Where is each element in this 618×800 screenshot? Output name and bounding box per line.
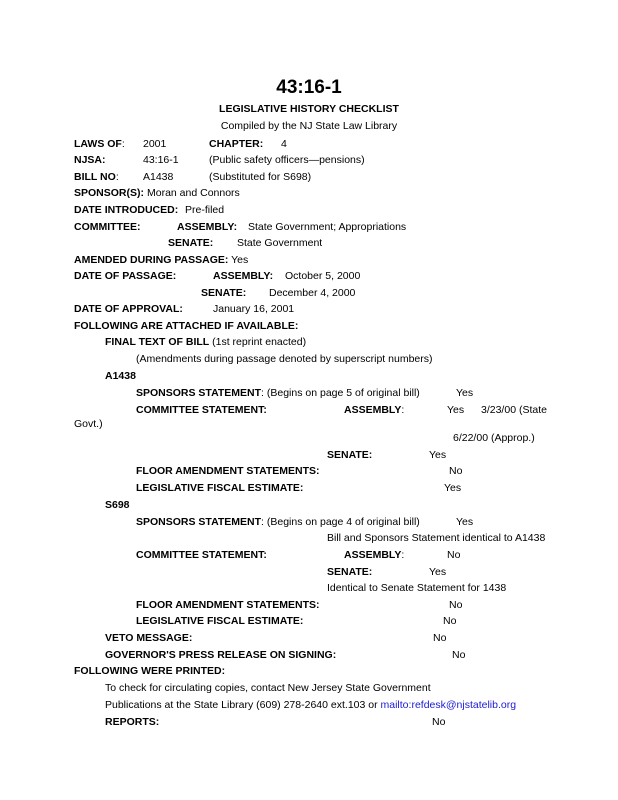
a1438-label: A1438 (105, 370, 136, 382)
s698-label: S698 (105, 499, 130, 511)
approval-label: DATE OF APPROVAL: (74, 303, 183, 315)
s698-floor-label: FLOOR AMENDMENT STATEMENTS: (136, 599, 320, 611)
s698-senate-value: Yes (429, 566, 447, 578)
reports-label: REPORTS: (105, 716, 160, 728)
passage-senate-value: December 4, 2000 (269, 287, 356, 299)
final-text-note: (Amendments during passage denoted by superscript numbers) (136, 353, 433, 365)
s698-sponsors-row: SPONSORS STATEMENT: (Begins on page 4 of original bill) (136, 516, 420, 528)
a1438-sponsors-value: Yes (456, 387, 474, 399)
committee-label: COMMITTEE: (74, 221, 141, 233)
laws-of-label: LAWS OF: (74, 138, 125, 150)
committee-senate-label: SENATE: (168, 237, 214, 249)
a1438-committee-label: COMMITTEE STATEMENT: (136, 404, 267, 416)
bill-no-value: A1438 (143, 171, 174, 183)
chapter-value: 4 (281, 138, 287, 150)
final-text-row: FINAL TEXT OF BILL (1st reprint enacted) (105, 336, 307, 348)
passage-label: DATE OF PASSAGE: (74, 270, 177, 282)
njsa-desc: (Public safety officers—pensions) (209, 154, 365, 166)
refdesk-email-link[interactable]: mailto:refdesk@njstatelib.org (380, 699, 517, 711)
passage-assembly-label: ASSEMBLY: (213, 270, 274, 282)
s698-assembly-label: ASSEMBLY: (344, 549, 405, 561)
s698-sponsors-note: Bill and Sponsors Statement identical to A1438 (327, 532, 546, 544)
a1438-sponsors-row: SPONSORS STATEMENT: (Begins on page 5 of original bill) (136, 387, 420, 399)
njsa-label: NJSA: (74, 154, 106, 166)
passage-senate-label: SENATE: (201, 287, 247, 299)
date-introduced-label: DATE INTRODUCED: (74, 204, 179, 216)
a1438-fiscal-value: Yes (444, 482, 462, 494)
njsa-value: 43:16-1 (143, 154, 179, 166)
page-title: 43:16-1 (276, 77, 342, 98)
printed-heading: FOLLOWING WERE PRINTED: (74, 665, 226, 677)
a1438-assembly-value: Yes (447, 404, 465, 416)
a1438-senate-label: SENATE: (327, 449, 373, 461)
sponsors-value: Moran and Connors (147, 187, 240, 199)
s698-floor-value: No (449, 599, 463, 611)
chapter-label: CHAPTER: (209, 138, 264, 150)
a1438-assembly-note2: 6/22/00 (Approp.) (453, 432, 535, 444)
committee-assembly-value: State Government; Appropriations (248, 221, 407, 233)
printed-note-1: To check for circulating copies, contact New Jersey State Government (105, 682, 431, 694)
sponsors-label: SPONSOR(S): (74, 187, 145, 199)
veto-label: VETO MESSAGE: (105, 632, 193, 644)
a1438-floor-value: No (449, 465, 463, 477)
press-release-label: GOVERNOR'S PRESS RELEASE ON SIGNING: (105, 649, 337, 661)
s698-senate-label: SENATE: (327, 566, 373, 578)
s698-committee-label: COMMITTEE STATEMENT: (136, 549, 267, 561)
s698-senate-note: Identical to Senate Statement for 1438 (327, 582, 507, 594)
reports-value: No (432, 716, 446, 728)
a1438-assembly-note-cont: Govt.) (74, 418, 103, 430)
a1438-fiscal-label: LEGISLATIVE FISCAL ESTIMATE: (136, 482, 304, 494)
checklist-heading: LEGISLATIVE HISTORY CHECKLIST (219, 103, 399, 115)
a1438-assembly-label: ASSEMBLY: (344, 404, 405, 416)
a1438-assembly-note: 3/23/00 (State (481, 404, 547, 416)
compiled-by: Compiled by the NJ State Law Library (220, 120, 398, 132)
s698-sponsors-value: Yes (456, 516, 474, 528)
s698-fiscal-value: No (443, 615, 457, 627)
date-introduced-value: Pre-filed (185, 204, 225, 216)
attached-heading: FOLLOWING ARE ATTACHED IF AVAILABLE: (74, 320, 299, 332)
passage-assembly-value: October 5, 2000 (285, 270, 361, 282)
bill-no-desc: (Substituted for S698) (209, 171, 312, 183)
laws-of-value: 2001 (143, 138, 167, 150)
bill-no-label: BILL NO: (74, 171, 119, 183)
s698-fiscal-label: LEGISLATIVE FISCAL ESTIMATE: (136, 615, 304, 627)
press-release-value: No (452, 649, 466, 661)
approval-value: January 16, 2001 (213, 303, 295, 315)
s698-assembly-value: No (447, 549, 461, 561)
veto-value: No (433, 632, 447, 644)
a1438-floor-label: FLOOR AMENDMENT STATEMENTS: (136, 465, 320, 477)
a1438-senate-value: Yes (429, 449, 447, 461)
committee-assembly-label: ASSEMBLY: (177, 221, 238, 233)
amended-row: AMENDED DURING PASSAGE: Yes (74, 254, 249, 266)
printed-note-2: Publications at the State Library (609) 278-2640 ext.103 or mailto:refdesk@njstatelib.org (105, 699, 517, 711)
committee-senate-value: State Government (237, 237, 323, 249)
